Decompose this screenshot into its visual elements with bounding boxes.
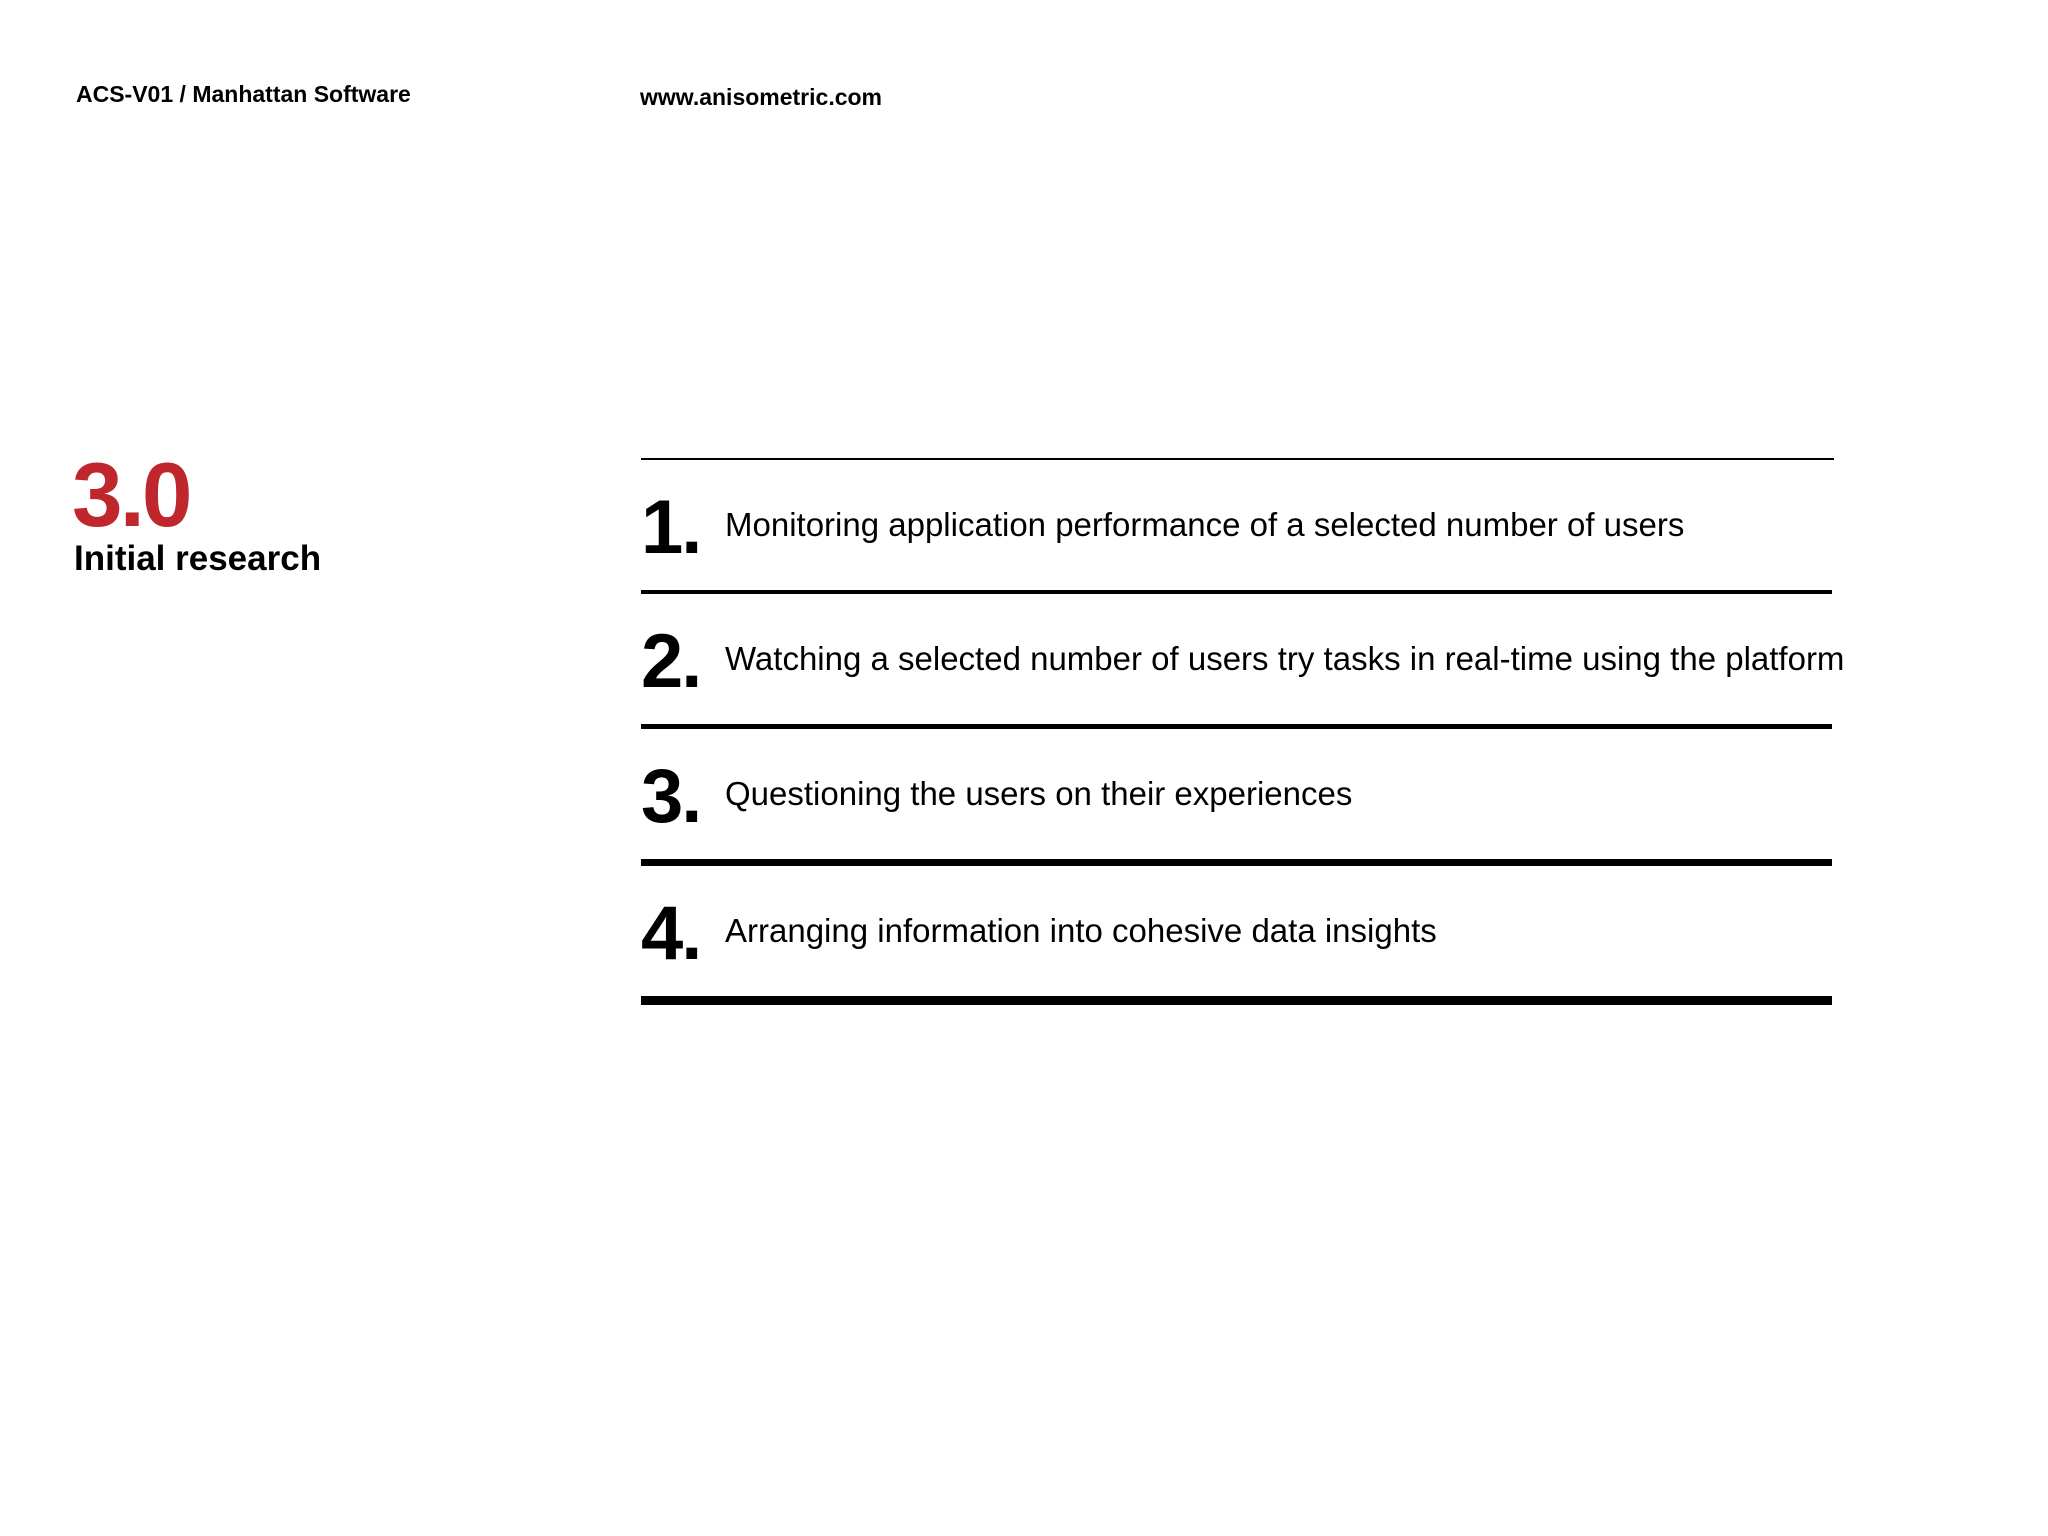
item-number: 2. — [641, 619, 701, 704]
item-text: Monitoring application performance of a selected number of users — [725, 506, 1685, 543]
list-item — [641, 866, 1832, 1005]
section-title: Initial research — [74, 539, 322, 578]
research-steps-list — [641, 458, 1845, 1005]
website-url: www.anisometric.com — [640, 84, 882, 110]
item-text: Watching a selected number of users try tasks in real-time using the platform — [725, 640, 1845, 677]
list-item — [641, 460, 1832, 594]
item-number: 4. — [641, 891, 701, 976]
document-id: ACS-V01 / Manhattan Software — [76, 81, 411, 107]
item-text: Questioning the users on their experiences — [725, 775, 1353, 812]
item-text: Arranging information into cohesive data insights — [725, 912, 1437, 949]
list-item — [641, 594, 1845, 729]
item-number: 1. — [641, 485, 701, 570]
list-item — [641, 729, 1832, 866]
item-number: 3. — [641, 754, 701, 839]
section-number: 3.0 — [72, 445, 190, 546]
